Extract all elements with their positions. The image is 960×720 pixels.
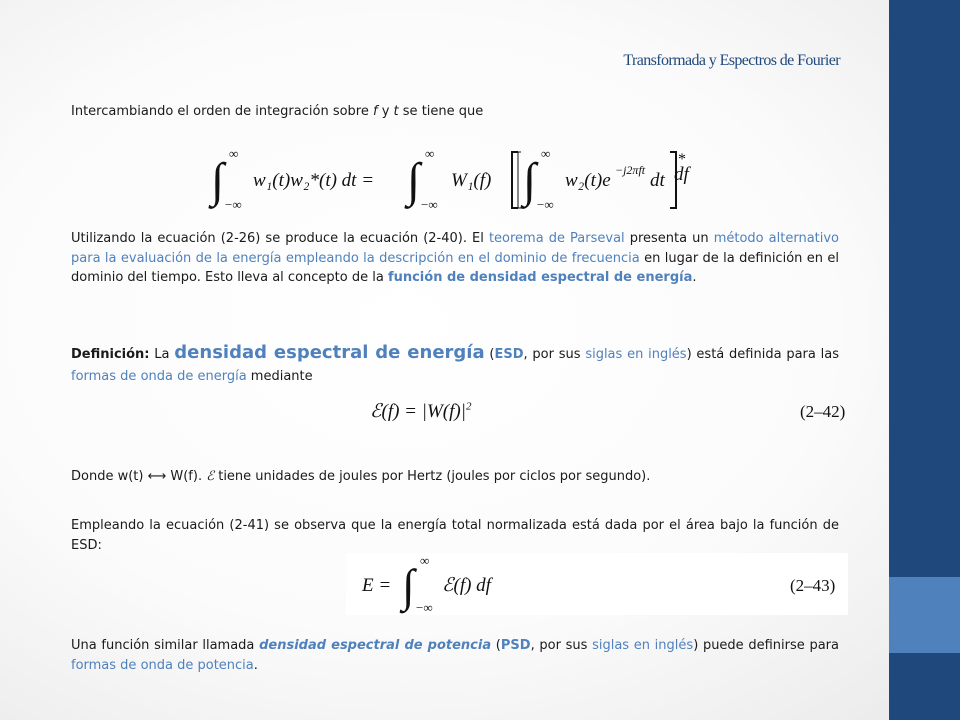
paragraph-parseval [71,229,839,288]
equation-number-2-42: (2–42) [800,402,846,421]
p3-text-1: La [149,347,175,362]
equation-parseval [205,138,695,216]
equation-number-2-43: (2–43) [790,576,836,595]
equation-esd [370,400,471,423]
p4-text-3: tiene unidades de joules por Hertz (joules por ciclos por segundo). [214,469,651,484]
link-alternative-method[interactable]: método alternativo para la evaluación de la energía empleando la descripción en el dominio de frecuencia [71,231,840,266]
eq3-lower: −∞ [416,600,433,615]
eq1-inner: w₂(t)e [565,170,611,191]
transform-pair-arrow-icon: ⟷ [147,469,167,484]
p6-text-5: . [253,657,258,673]
integral-sign-2: ∫ [407,154,421,207]
p3-text-3: , por sus [523,347,586,362]
p6-text-3: , por sus [530,638,593,653]
eq3-lhs: E = [362,575,392,596]
p2-text-1: Utilizando la ecuación (2-26) se produce la ecuación (2-40). El [71,231,489,246]
p2-text-2: presenta un [624,231,714,246]
paragraph-total-energy: Empleando la ecuación (2-41) se observa que la energía total normalizada está dada por el área bajo la función de ESD: [71,518,839,553]
p6-text-4: ) puede definirse para [693,638,839,653]
abbr-esd: ESD [494,347,524,362]
eq1-lhs: w₁(t)w₂*(t) dt = [253,170,375,191]
eq1-upper-1: ∞ [229,146,239,161]
slide-title: Transformada y Espectros de Fourier [623,52,840,69]
link-english-acronym-2[interactable]: siglas en inglés [592,638,694,653]
eq1-star: * [678,151,686,168]
link-english-acronym-1[interactable]: siglas en inglés [585,347,687,362]
eq2-expression: ℰ(f) = |W(f)| [370,401,466,422]
intro-text-2: y [377,104,394,119]
p2-text-4: . [692,270,697,285]
esd-symbol: ℰ [206,468,215,483]
link-power-waveforms[interactable]: formas de onda de potencia [71,657,254,673]
integral-sign-3: ∫ [523,154,537,207]
var-t: t [393,104,399,119]
p3-text-4: ) está definida para las [686,347,839,362]
p3-text-5: mediante [246,369,313,384]
integral-sign-1: ∫ [211,154,225,207]
paragraph-intro [71,102,839,122]
eq1-upper-3: ∞ [541,146,551,161]
eq1-df: df [674,164,689,185]
p3-text-2: ( [484,347,495,362]
eq1-dt: dt [650,170,665,191]
eq1-lower-3: −∞ [537,197,554,212]
link-parseval-theorem[interactable]: teorema de Parseval [488,231,625,246]
link-energy-waveforms[interactable]: formas de onda de energía [71,369,247,384]
eq1-upper-2: ∞ [425,146,435,161]
eq3-rhs: ℰ(f) df [442,575,491,596]
term-energy-spectral-density: densidad espectral de energía [174,342,485,363]
paragraph-psd [71,636,839,675]
link-power-spectral-density[interactable]: densidad espectral de potencia [259,638,492,653]
eq1-exp: −j2πft [615,163,646,177]
integral-sign-4: ∫ [402,560,415,611]
intro-text-3: se tiene que [398,104,484,119]
eq3-upper: ∞ [420,553,430,568]
equation-total-energy [346,553,848,615]
p4-text-2: W(f). [166,469,207,484]
var-f: f [373,104,378,119]
eq1-mid: W₁(f) [451,170,492,191]
paragraph-definition [71,342,839,388]
sidebar-accent-block [889,577,960,653]
link-esd-function[interactable]: función de densidad espectral de energía [387,270,693,285]
p4-text-1: Donde w(t) [71,469,148,484]
p2-text-3: en lugar de la definición en el dominio del tiempo. Esto lleva al concepto de la [71,250,840,285]
intro-text-1: Intercambiando el orden de integración sobre [71,104,373,119]
p6-text-1: Una función similar llamada [71,638,260,653]
p6-text-2: ( [491,638,501,653]
eq1-lower-1: −∞ [225,197,242,212]
abbr-psd: PSD [500,638,531,653]
paragraph-units [71,466,839,487]
bracket-left [512,152,518,208]
eq1-lower-2: −∞ [421,197,438,212]
definition-label: Definición: [71,347,150,362]
eq2-exponent: 2 [465,400,472,413]
